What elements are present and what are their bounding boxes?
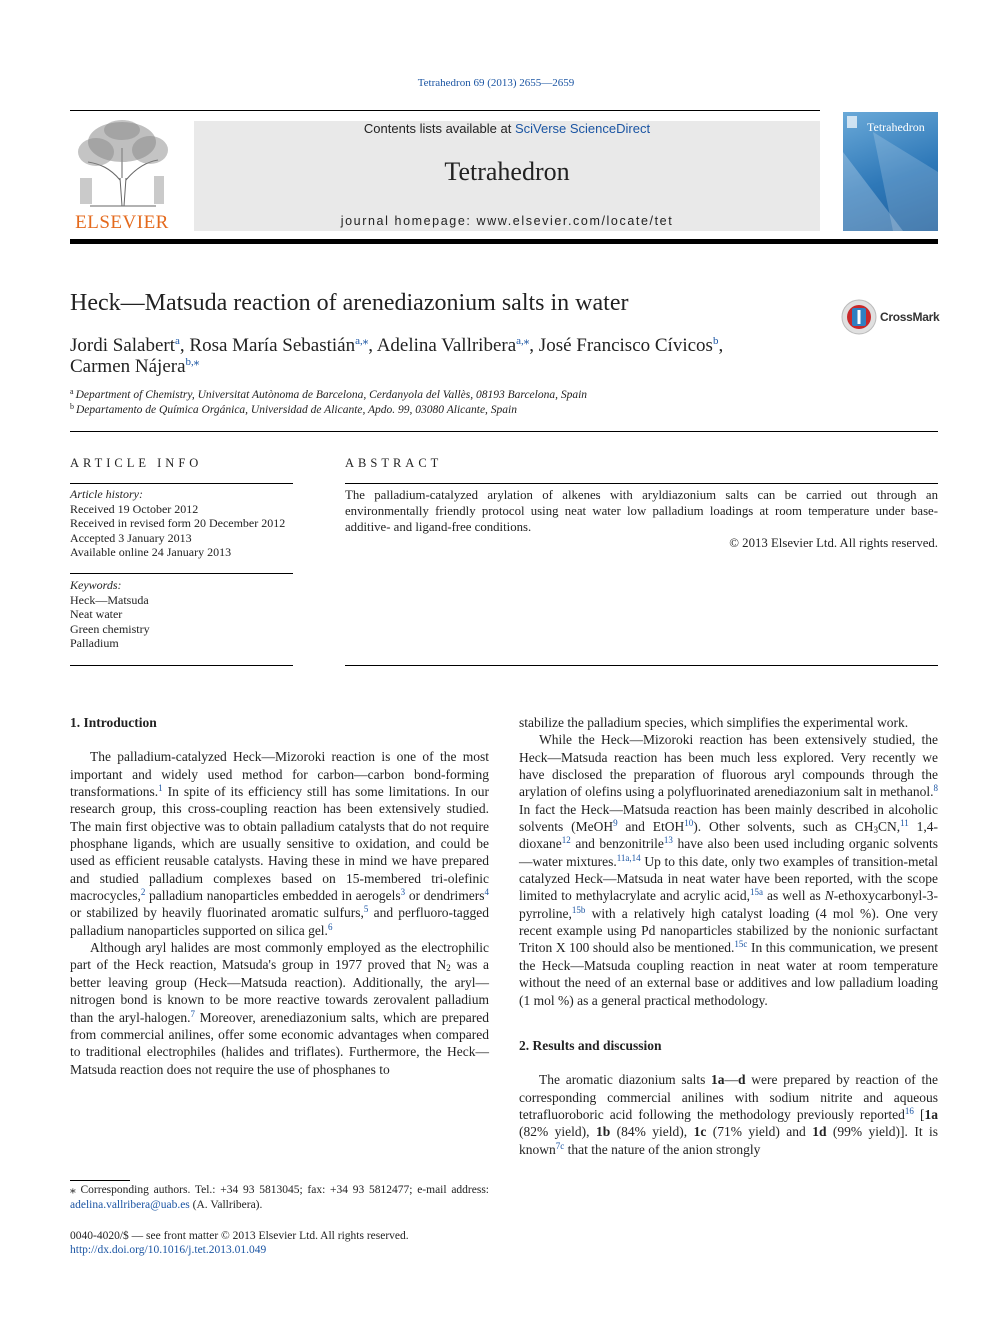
affiliation-b [70, 402, 517, 416]
journal-title: Tetrahedron [444, 157, 570, 186]
abstract-heading: ABSTRACT [345, 456, 443, 470]
info-rule [70, 665, 293, 666]
article-title: Heck—Matsuda reaction of arenediazonium salts in water [70, 290, 629, 316]
abstract-text: The palladium-catalyzed arylation of alkenes with aryldiazonium salts can be carried out through an environmentally friendly protocol using neat water low palladium loadings at room temperature under base-additive- and ligand-free conditions. [345, 488, 938, 534]
footnote-text: ⁎ Corresponding authors. Tel.: +34 93 5813045; fax: +34 93 5812477; e-mail address: [70, 1184, 489, 1196]
compound-label: d [738, 1072, 746, 1088]
italic-text: N [824, 888, 834, 904]
article-history [70, 487, 300, 560]
front-matter [70, 1229, 489, 1257]
author-list-line-1 [70, 334, 723, 357]
crossmark-icon [840, 298, 878, 336]
citation-link[interactable]: 11 [900, 818, 909, 829]
citation-link[interactable]: 8 [933, 783, 938, 794]
body-paragraph: Although aryl halides are most commonly employed as the electrophilic part of the Heck reaction, Matsuda's group in 1977 proved that $N_2$ was a better leaving group (Heck—Matsuda reaction). Additionally, the aryl—nitrogen bond is known to be more reactive towards zerovalent palladium than the aryl-halogen.$^7$ Moreover, arenediazonium salts, which are prepared from commercial anilines, offer some economic advantages when compared to traditional electrophiles (halides and triflates). Furthermore, the Heck—Matsuda reaction does not require the use of phosphanes to [70, 940, 489, 1077]
citation-link[interactable]: 15c [734, 939, 748, 950]
citation-link[interactable]: 15a [750, 887, 764, 898]
affiliation-rule [70, 431, 938, 432]
keyword-item: Green chemistry [70, 621, 150, 636]
body-paragraph-continued: stabilize the palladium species, which simplifies the experimental work. [519, 715, 909, 730]
info-rule [70, 483, 293, 484]
corresponding-author-footnote [70, 1183, 489, 1213]
citation-link[interactable]: 15b [571, 904, 586, 915]
keywords [70, 578, 300, 651]
author-name: Carmen Nájera [70, 356, 186, 377]
citation-link[interactable]: 7 [190, 1008, 196, 1019]
publisher-logo-text: ELSEVIER [75, 212, 169, 233]
email-link[interactable]: adelina.vallribera@uab.es [70, 1199, 190, 1211]
journal-cover-image [843, 112, 938, 231]
citation-link[interactable]: 13 [663, 835, 673, 846]
keyword-item: Heck—Matsuda [70, 592, 149, 607]
author-affiliation-mark[interactable]: a,⁎ [355, 335, 369, 347]
abstract-copyright: © 2013 Elsevier Ltd. All rights reserved. [729, 536, 938, 550]
history-item: Received in revised form 20 December 2012 [70, 516, 286, 530]
affiliation-label: a [70, 387, 74, 396]
crossmark-badge[interactable] [840, 298, 940, 338]
crossmark-label: CrossMark [880, 310, 940, 324]
author-list-line-2 [70, 355, 199, 378]
body-paragraph: The aromatic diazonium salts 1a—d were prepared by reaction of the corresponding commercial anilines with sodium nitrite and aqueous tetrafluoroboric acid following the methodology previously reported$^{16}$ [1a (82% yield), 1b (84% yield), 1c (71% yield) and 1d (99% yield)]. It is known$^{7c}$ that the nature of the anion strongly [519, 1072, 939, 1157]
author-separator: , [179, 335, 190, 356]
history-item: Received 19 October 2012 [70, 501, 199, 516]
history-label: Article history: [70, 487, 143, 501]
author-affiliation-mark[interactable]: a,⁎ [516, 335, 530, 347]
author-affiliation-mark[interactable]: b [712, 335, 719, 347]
author-affiliation-mark[interactable]: a [175, 335, 180, 347]
author-name: José Francisco Cívicos [538, 335, 713, 356]
citation-link[interactable]: 3 [400, 887, 406, 898]
header-thick-rule [70, 239, 938, 244]
affiliation-text: Departamento de Química Orgánica, Universidad de Alicante, Apdo. 99, 03080 Alicante, Spain [76, 404, 517, 416]
citation-link[interactable]: 6 [327, 921, 333, 932]
compound-label: 1b [595, 1124, 611, 1140]
keywords-label: Keywords: [70, 578, 122, 592]
affiliation-label: b [70, 402, 74, 411]
citation-link[interactable]: 1 [158, 783, 163, 794]
citation-link[interactable]: 11a,14 [616, 852, 641, 863]
body-column-left [70, 714, 489, 1078]
subscript: 2 [446, 963, 451, 974]
compound-label: 1a [711, 1072, 725, 1088]
author-affiliation-mark[interactable]: b,⁎ [185, 356, 200, 368]
journal-banner [194, 121, 820, 231]
history-item: Accepted 3 January 2013 [70, 530, 192, 545]
header-rule [70, 110, 820, 111]
author-separator: , [529, 335, 539, 356]
compound-label: 1c [693, 1124, 707, 1140]
journal-homepage-link[interactable]: journal homepage: www.elsevier.com/locate/tet [340, 214, 674, 228]
author-separator: , [718, 335, 724, 356]
info-rule [70, 573, 293, 574]
affiliation-text: Department of Chemistry, Universitat Autònoma de Barcelona, Cerdanyola del Vallès, 08193 Barcelona, Spain [75, 389, 588, 401]
keyword-item: Neat water [70, 607, 123, 621]
cover-title: Tetrahedron [867, 120, 925, 134]
body-column-right [519, 714, 938, 1158]
citation-link[interactable]: 9 [613, 818, 618, 829]
doi-link[interactable]: http://dx.doi.org/10.1016/j.tet.2013.01.049 [70, 1244, 267, 1256]
citation-link[interactable]: 7c [555, 1140, 565, 1151]
author-name: Rosa María Sebastián [189, 335, 356, 356]
citation-link[interactable]: 2 [140, 887, 146, 898]
author-name: Jordi Salabert [70, 335, 176, 356]
citation-link[interactable]: 12 [561, 835, 571, 846]
citation-link[interactable]: 5 [363, 904, 369, 915]
body-paragraph: While the Heck—Mizoroki reaction has been extensively studied, the Heck—Matsuda reaction has been much less explored. Very recently we have disclosed the preparation of fluorous aryl compounds through the arylation of olefins using a polyfluorinated arenediazonium salt in methanol.$^8$ In fact the Heck—Matsuda reaction has been mainly described in alcoholic solvents (MeOH$^9$ and EtOH$^{10}$). Other solvents, such as $CH_3CN,^{11}$ 1,4-dioxane$^{12}$ and benzonitrile$^{13}$ have also been used including organic solvents—water mixtures.$^{11a,14}$ Up to this date, only two examples of transition-metal catalyzed Heck—Matsuda in neat water have been reported, with the scope limited to methylacrylate and acrylic acid,$^{15a}$ as well as N-ethoxycarbonyl-3-pyrroline,$^{15b}$ with a relatively high catalyst loading (4 mol %). One very recent example using Pd nanoparticles stabilized by the nonionic surfactant Triton X 100 should also be mentioned.$^{15c}$ In this communication, we present the Heck—Matsuda coupling reaction in neat water at room temperature without the need of an external base or additives and low palladium loading (1 mol %) as a general practical methodology. [519, 732, 938, 1008]
abstract-rule [345, 483, 938, 484]
history-item: Available online 24 January 2013 [70, 545, 232, 559]
footnote-text: (A. Vallribera). [189, 1199, 263, 1211]
section-heading-results: 2. Results and discussion [519, 1037, 662, 1053]
abstract-rule [345, 665, 938, 666]
body-paragraph: The palladium-catalyzed Heck—Mizoroki reaction is one of the most important and widely used method for carbon—carbon bond-forming transformations.$^1$ In spite of its efficiency still has some limitations. In our research group, this cross-coupling reaction has been extensively studied. The main first objective was to obtain palladium catalysts that do not require phosphane ligands, which are usually sensitive to oxidation, and could be used as efficient reusable catalysts. Having these in mind we have prepared and studied palladium complexes based on 15-membered tri-olefinic macrocycles,$^2$ palladium nanoparticles embedded in aerogels$^3$ or dendrimers$^4$ or stabilized by heavily fluorinated aromatic sulfurs,$^5$ and perfluoro-tagged palladium nanoparticles supported on silica gel.$^6$ [70, 749, 489, 938]
footnote-rule [70, 1180, 130, 1181]
keyword-item: Palladium [70, 636, 119, 650]
compound-label: 1d [812, 1124, 827, 1140]
sciencedirect-link[interactable]: SciVerse ScienceDirect [514, 121, 651, 136]
author-name: Adelina Vallribera [376, 335, 517, 356]
article-info-heading: ARTICLE INFO [70, 456, 203, 470]
citation-link[interactable]: 16 [904, 1105, 914, 1116]
affiliation-a [70, 387, 587, 401]
author-separator: , [368, 335, 377, 356]
citation-link[interactable]: 4 [484, 887, 489, 898]
journal-citation-link[interactable]: Tetrahedron 69 (2013) 2655—2659 [417, 77, 575, 89]
section-heading-introduction: 1. Introduction [70, 715, 157, 730]
subscript: 3 [873, 825, 878, 836]
contents-available-line: Contents lists available at SciVerse ScienceDirect [363, 121, 651, 136]
compound-label: 1a [924, 1106, 939, 1122]
citation-link[interactable]: 10 [684, 818, 694, 829]
front-matter-text: 0040-4020/$ — see front matter © 2013 Elsevier Ltd. All rights reserved. [70, 1230, 409, 1242]
